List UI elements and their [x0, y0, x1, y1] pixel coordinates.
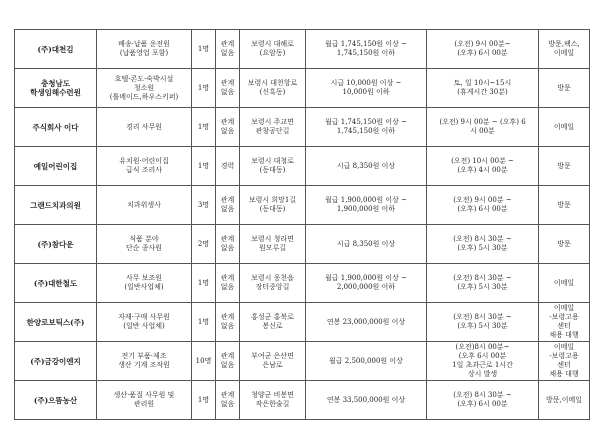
- job-table-body: [15, 30, 590, 420]
- experience-cell: 경력: [216, 147, 240, 186]
- apply-method-cell: 방문: [539, 69, 590, 108]
- headcount-cell: 10명: [192, 342, 216, 381]
- company-cell: 예일어린이집: [15, 147, 97, 186]
- location-cell: 보령시 주교면 관창공단길: [240, 108, 306, 147]
- experience-cell: 관계 없음: [216, 381, 240, 420]
- table-row: [15, 186, 590, 225]
- apply-method-cell: 방문,팩스, 이메일: [539, 30, 590, 69]
- job-listing-sheet: [14, 29, 590, 420]
- work-hours-cell: (오전) 8시 30분 ~ (오후) 5시 30분: [427, 303, 539, 342]
- table-row: [15, 342, 590, 381]
- salary-cell: 시급 10,000원 이상 ~ 10,000원 이하: [306, 69, 427, 108]
- location-cell: 보령시 대해로 (요암동): [240, 30, 306, 69]
- table-row: [15, 108, 590, 147]
- location-cell: 청양군 비봉면 작은한술길: [240, 381, 306, 420]
- location-cell: 보령시 청라면 원모루길: [240, 225, 306, 264]
- company-cell: (주)으뜸농산: [15, 381, 97, 420]
- experience-cell: 관계 없음: [216, 30, 240, 69]
- job-title-cell: 배송·납품 운전원 (납품영업 포함): [97, 30, 192, 69]
- company-cell: (주)참다운: [15, 225, 97, 264]
- table-row: [15, 225, 590, 264]
- location-cell: 부여군 은산면 은남로: [240, 342, 306, 381]
- job-title-cell: 사무 보조원 (일반사업체): [97, 264, 192, 303]
- headcount-cell: 1명: [192, 381, 216, 420]
- headcount-cell: 3명: [192, 186, 216, 225]
- job-title-cell: 식품 분야 단순 종사원: [97, 225, 192, 264]
- job-title-cell: 유치원·어린이집 급식 조리사: [97, 147, 192, 186]
- work-hours-cell: (오전)8시 00분~ (오후 6시 00분 1일 초과근로 1시간 상시 발생: [427, 342, 539, 381]
- job-title-cell: 치과위생사: [97, 186, 192, 225]
- experience-cell: 관계 없음: [216, 264, 240, 303]
- salary-cell: 월급 1,745,150원 이상 ~ 1,745,150원 이하: [306, 108, 427, 147]
- apply-method-cell: 방문,이메일: [539, 381, 590, 420]
- company-cell: (주)대한철도: [15, 264, 97, 303]
- apply-method-cell: 이메일: [539, 108, 590, 147]
- experience-cell: 관계 없음: [216, 69, 240, 108]
- work-hours-cell: 토, 일 10시~15시 (휴게시간 30분): [427, 69, 539, 108]
- work-hours-cell: (오전) 9시 00분 ~ (오후) 6시 00분: [427, 186, 539, 225]
- headcount-cell: 1명: [192, 30, 216, 69]
- table-row: [15, 381, 590, 420]
- job-title-cell: 전기 부품·제조 생산 기계 조작원: [97, 342, 192, 381]
- salary-cell: 연봉 23,000,000원 이상: [306, 303, 427, 342]
- location-cell: 홍성군 홍북로 봉신로: [240, 303, 306, 342]
- table-row: [15, 264, 590, 303]
- salary-cell: 월급 1,745,150원 이상 ~ 1,745,150원 이하: [306, 30, 427, 69]
- work-hours-cell: (오전) 10시 00분 ~ (오후) 4시 00분: [427, 147, 539, 186]
- job-title-cell: 호텔·콘도·숙박시설 청소원 (툴메이드,하우스키퍼): [97, 69, 192, 108]
- apply-method-cell: 이메일: [539, 264, 590, 303]
- headcount-cell: 1명: [192, 108, 216, 147]
- experience-cell: 관계 없음: [216, 303, 240, 342]
- experience-cell: 관계 없음: [216, 225, 240, 264]
- experience-cell: 관계 없음: [216, 342, 240, 381]
- location-cell: 보령시 희망1길 (동대동): [240, 186, 306, 225]
- location-cell: 보령시 웅천읍 장터중앙길: [240, 264, 306, 303]
- apply-method-cell: 방문: [539, 147, 590, 186]
- company-cell: (주)금강이엔지: [15, 342, 97, 381]
- salary-cell: 시급 8,350원 이상: [306, 225, 427, 264]
- apply-method-cell: 방문: [539, 186, 590, 225]
- headcount-cell: 1명: [192, 147, 216, 186]
- work-hours-cell: (오전) 8시 30분 ~ (오후) 5시 30분: [427, 264, 539, 303]
- salary-cell: 월급 1,900,000원 이상 ~ 2,000,000원 이하: [306, 264, 427, 303]
- job-table: [14, 29, 590, 420]
- headcount-cell: 1명: [192, 69, 216, 108]
- table-row: [15, 30, 590, 69]
- table-row: [15, 147, 590, 186]
- experience-cell: 관계 없음: [216, 108, 240, 147]
- company-cell: 충청남도 학생임해수련원: [15, 69, 97, 108]
- work-hours-cell: (오전) 9시 00분 ~ (오후) 6 시 00분: [427, 108, 539, 147]
- job-title-cell: 자재·구매 사무원 (일반 사업체): [97, 303, 192, 342]
- apply-method-cell: 이메일 -보령고용 센터 채용 대행: [539, 342, 590, 381]
- company-cell: 그랜드치과의원: [15, 186, 97, 225]
- headcount-cell: 2명: [192, 225, 216, 264]
- company-cell: 한양로보틱스(주): [15, 303, 97, 342]
- headcount-cell: 1명: [192, 303, 216, 342]
- apply-method-cell: 이메일 -보령고용 센터 채용 대행: [539, 303, 590, 342]
- table-row: [15, 303, 590, 342]
- headcount-cell: 1명: [192, 264, 216, 303]
- apply-method-cell: 방문: [539, 225, 590, 264]
- salary-cell: 시급 8,350원 이상: [306, 147, 427, 186]
- salary-cell: 연봉 33,500,000원 이상: [306, 381, 427, 420]
- location-cell: 보령시 대천항로 (신흑동): [240, 69, 306, 108]
- table-row: [15, 69, 590, 108]
- salary-cell: 월급 1,900,000원 이상 ~ 1,900,000원 이하: [306, 186, 427, 225]
- company-cell: (주)대천김: [15, 30, 97, 69]
- salary-cell: 월급 2,500,000원 이상: [306, 342, 427, 381]
- work-hours-cell: (오전) 8시 30분 ~ (오후) 6시 00분: [427, 381, 539, 420]
- company-cell: 주식회사 이다: [15, 108, 97, 147]
- job-title-cell: 경리 사무원: [97, 108, 192, 147]
- experience-cell: 관계 없음: [216, 186, 240, 225]
- job-title-cell: 생산·품질 사무원 및 관리원: [97, 381, 192, 420]
- work-hours-cell: (오전) 8시 30분 ~ (오후) 5시 30분: [427, 225, 539, 264]
- work-hours-cell: (오전) 9시 00분~ (오후) 6시 00분: [427, 30, 539, 69]
- location-cell: 보령시 대청로 (동대동): [240, 147, 306, 186]
